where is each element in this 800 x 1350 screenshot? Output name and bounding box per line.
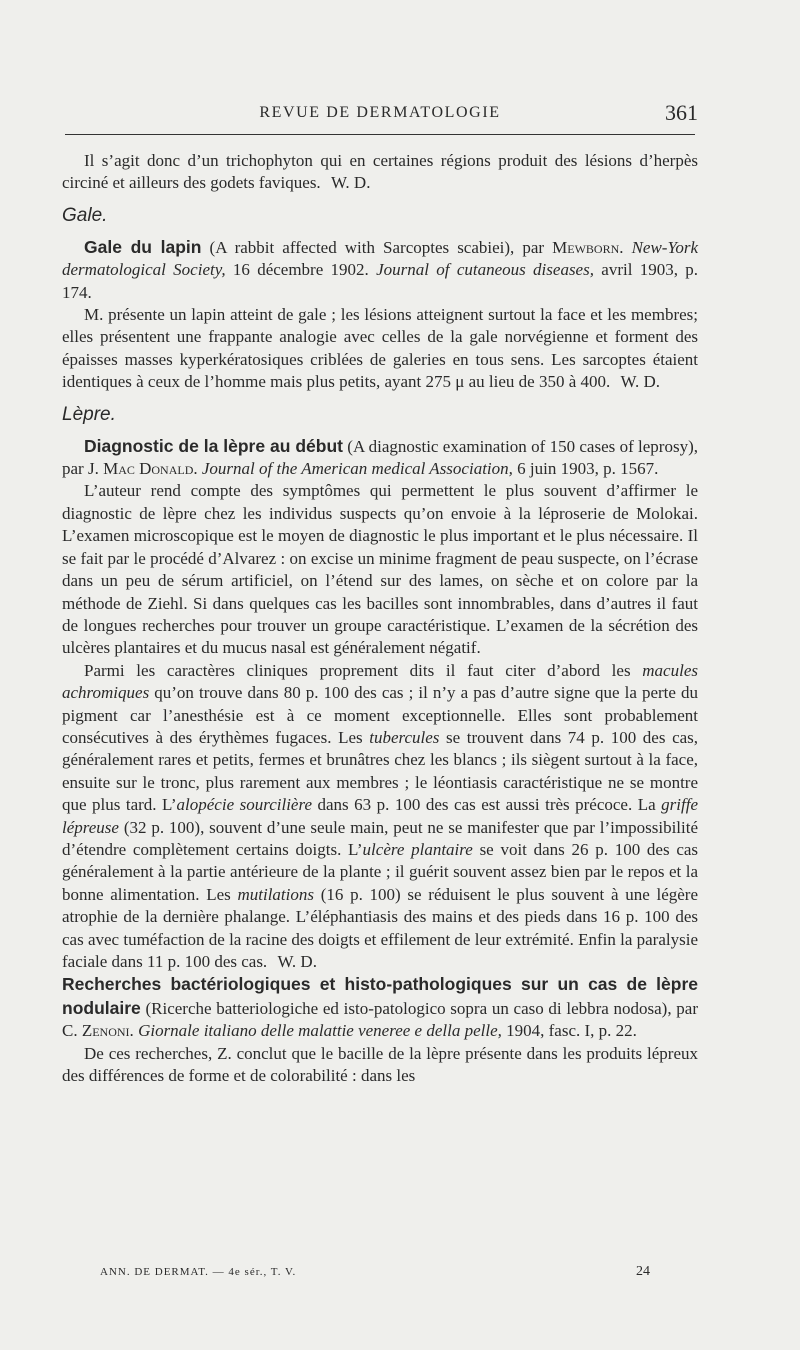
- term-alopecie-sourciliere: alopécie sourcilière: [176, 795, 312, 815]
- lepre-article2-date: 1904, fasc. I, p. 22.: [506, 1021, 637, 1041]
- lepre-p2-text-i: (32 p. 100), souvent d’une seule main, peut ne se manifester que par l’impossibilité d’étendre complètement certains doigts. L’: [62, 817, 699, 859]
- lepre-p2-text-m: (16 p. 100) se réduisent le plus souvent à une légère atrophie de la dernière phalange. L’éléphantiasis des mains et des pieds dans 16 p. 100 des cas avec tuméfaction de la racine des doigts et effilement de leur extrémité. Enfin la paralysie faciale dans 11 p. 100 des cas.: [62, 884, 698, 971]
- gale-article-reference: [62, 236, 698, 304]
- lepre-article1-reference: [62, 435, 698, 481]
- term-mutilations: mutilations: [237, 884, 314, 904]
- page-body: [62, 150, 698, 1087]
- gale-body-text: M. présente un lapin atteint de gale ; les lésions atteignent surtout la face et les membres; elles présentent une frappante analogie avec celles de la gale norvégienne et forment des épaisses masses kyperkératosiques criblées de galeries en tous sens. Les sarcoptes étaient identiques à ceux de l’homme mais plus petits, ayant 275 μ au lieu de 350 à 400.: [62, 305, 698, 392]
- section-heading-gale: Gale.: [62, 204, 108, 226]
- lepre-article2-title: Recherches bactériologiques et histo-pathologiques sur un cas de lèpre nodulaire: [62, 974, 698, 1018]
- running-title: REVUE DE DERMATOLOGIE: [259, 104, 501, 121]
- lepre-paragraph-3: De ces recherches, Z. conclut que le bacille de la lèpre présente dans les produits lépreux des différences de forme et de colorabilité : dans les: [62, 1043, 698, 1086]
- gale-date-2: avril 1903, p. 174.: [62, 260, 699, 302]
- intro-text: Il s’agit donc d’un trichophyton qui en certaines régions produit des lésions d’herpès circiné et ailleurs des godets faviques.: [62, 151, 698, 193]
- gale-body-paragraph: [62, 304, 698, 394]
- gale-journal-1: New-York dermatological Society,: [62, 237, 699, 280]
- lepre-p2-text-g: dans 63 p. 100 des cas est aussi très précoce. La: [317, 795, 656, 815]
- lepre-paragraph-1: L’auteur rend compte des symptômes qui permettent le plus souvent d’affirmer le diagnostic de lèpre chez les individus suspects qu’on envoie à la léproserie de Molokai. L’examen microscopique est le moyen de diagnostic le plus important et le plus nécessaire. Il se fait par le procédé d’Alvarez : on excise un minime fragment de peau suspecte, on l’écrase dans un peu de sérum artificiel, on l’étend sur des lames, on sèche et on colore par la méthode de Ziehl. Si dans quelques cas les bacilles sont innombrables, dans d’autres il faut de longues recherches pour trouver un groupe caractéristique. L’examen de la sécrétion des ulcères plantaires et du mucus nasal est généralement négatif.: [62, 481, 698, 658]
- gale-journal-2: Journal of cutaneous diseases,: [376, 260, 594, 280]
- term-griffe-lepreuse: griffe lépreuse: [62, 795, 698, 837]
- lepre-article1-author: Mac Donald.: [103, 459, 198, 479]
- lepre-article2-subtitle: (Ricerche batteriologiche ed isto-patologico sopra un caso di lebbra nodosa), par C.: [62, 998, 699, 1041]
- lepre-p2-text-a: Parmi les caractères cliniques proprement dits il faut citer d’abord les: [84, 660, 631, 680]
- page-footer: [100, 1266, 650, 1286]
- lepre-article2-journal: Giornale italiano delle malattie veneree e della pelle,: [138, 1021, 502, 1041]
- lepre-paragraph-2: [62, 660, 698, 974]
- intro-paragraph: [62, 150, 698, 195]
- lepre-p2-text-c: qu’on trouve dans 80 p. 100 des cas ; il n’y a pas d’autre signe que la perte du pigment car l’anesthésie est à ce moment exceptionnelle. Elles sont probablement consécutives à des érythèmes fugaces. Les: [62, 683, 699, 747]
- intro-signature: W. D.: [330, 173, 371, 193]
- header-rule: [65, 134, 695, 135]
- term-ulcere-plantaire: ulcère plantaire: [362, 839, 473, 859]
- footer-signature-mark: 24: [636, 1264, 650, 1279]
- gale-article-title: Gale du lapin: [84, 236, 202, 257]
- running-header: [62, 102, 698, 126]
- gale-article-author: Mewborn.: [552, 237, 624, 257]
- lepre-p2-text-e: se trouvent dans 74 p. 100 des cas, généralement rares et petits, fermes et brunâtres chez les blancs ; ils siègent surtout à la face, ensuite sur le tronc, plus rarement aux membres ; le léontiasis caractéristique ne se montre que plus tard. L’: [62, 727, 699, 815]
- gale-article-subtitle: (A rabbit affected with Sarcoptes scabiei), par: [209, 237, 545, 257]
- lepre-p2-text-k: se voit dans 26 p. 100 des cas généralement à la partie antérieure de la plante ; il guérit souvent assez bien par le repos et la bonne alimentation. Les: [62, 839, 699, 904]
- page-number: 361: [665, 100, 698, 125]
- lepre-article1-journal: Journal of the American medical Association,: [201, 459, 513, 479]
- lepre-signature: W. D.: [277, 952, 317, 971]
- term-macules-achromiques: macules achromiques: [62, 660, 698, 703]
- footer-journal-volume: ANN. DE DERMAT. — 4e sér., T. V.: [100, 1266, 297, 1278]
- lepre-article2-author: Zenoni.: [81, 1021, 134, 1041]
- lepre-article1-title: Diagnostic de la lèpre au début: [84, 435, 343, 456]
- gale-date-1: 16 décembre 1902.: [232, 260, 369, 280]
- section-heading-lepre: Lèpre.: [62, 403, 116, 425]
- lepre-article2-reference: [62, 973, 698, 1042]
- gale-signature: W. D.: [620, 372, 661, 392]
- lepre-article1-date: 6 juin 1903, p. 1567.: [517, 459, 659, 479]
- term-tubercules: tubercules: [369, 727, 440, 747]
- lepre-article1-subtitle: (A diagnostic examination of 150 cases of leprosy), par J.: [62, 436, 698, 479]
